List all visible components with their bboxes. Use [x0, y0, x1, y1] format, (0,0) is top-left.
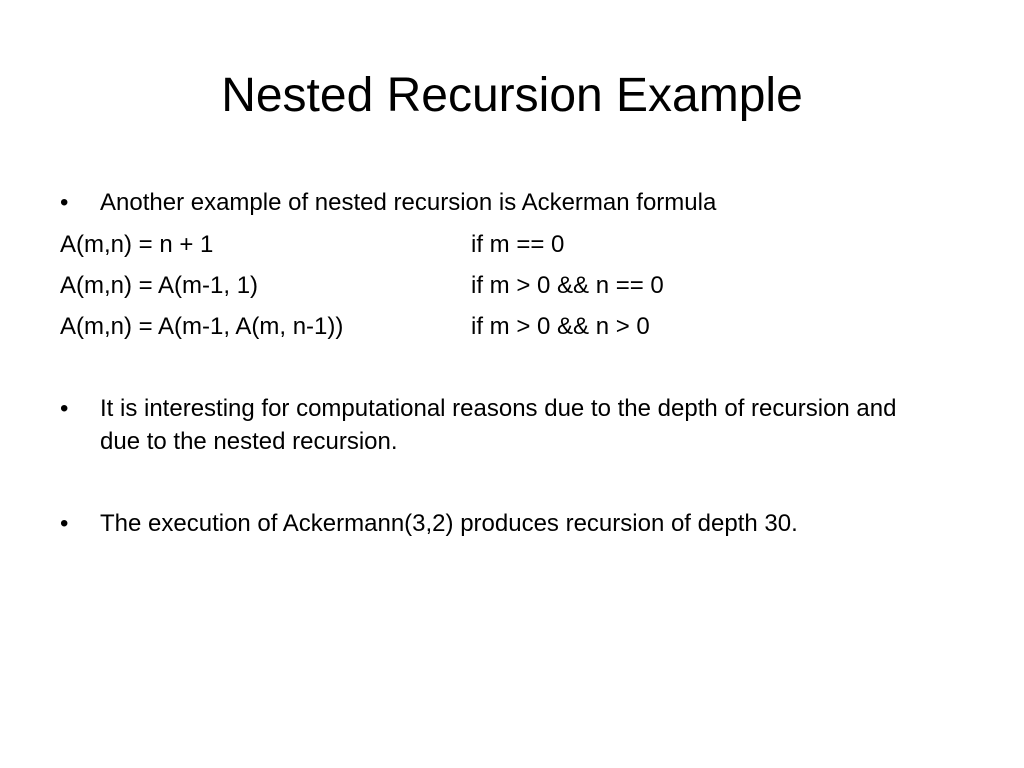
formula-condition: if m == 0	[471, 231, 565, 258]
bullet-glyph: •	[60, 510, 69, 537]
bullet-text: Another example of nested recursion is Ackerman formula	[100, 189, 717, 216]
bullet-text: It is interesting for computational reasons due to the depth of recursion and due to the nested recursion.	[100, 395, 897, 455]
formula-expression: A(m,n) = n + 1	[60, 231, 214, 258]
formula-condition: if m > 0 && n == 0	[471, 272, 664, 299]
formula-expression: A(m,n) = A(m-1, 1)	[60, 272, 259, 299]
bullet-glyph: •	[60, 189, 69, 216]
formula-expression: A(m,n) = A(m-1, A(m, n-1))	[60, 313, 344, 340]
bullet-text: The execution of Ackermann(3,2) produces recursion of depth 30.	[100, 510, 798, 537]
slide-title: Nested Recursion Example	[221, 69, 803, 122]
formula-condition: if m > 0 && n > 0	[471, 313, 650, 340]
bullet-glyph: •	[60, 395, 69, 422]
